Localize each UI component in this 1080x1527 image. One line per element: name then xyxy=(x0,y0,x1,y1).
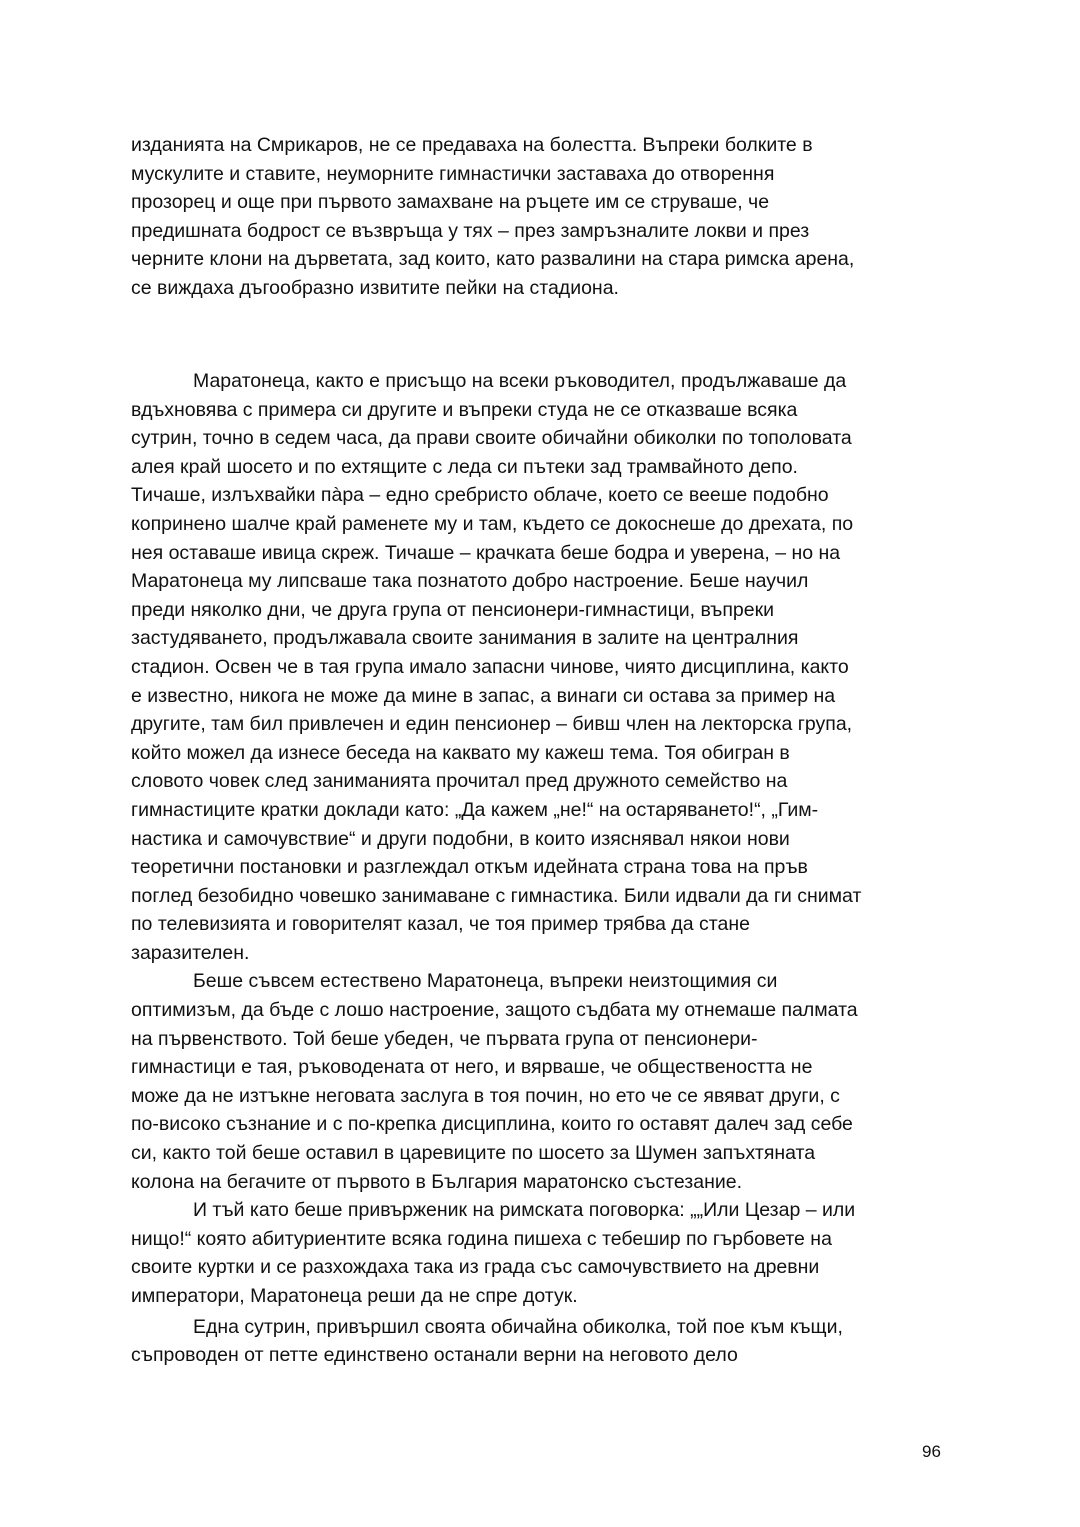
text-line: предишната бодрост се възвръща у тях – през замръзналите локви и през xyxy=(131,219,810,242)
text-line: Беше съвсем естествено Маратонеца, въпреки неизтощимия си xyxy=(193,970,778,993)
main-text xyxy=(131,367,956,1370)
text-line: словото човек след заниманията прочитал пред дружното семейство на xyxy=(131,770,788,793)
text-line: си, както той беше оставил в царевиците по шосето за Шумен запъхтяната xyxy=(131,1142,816,1165)
text-line: застудяването, продължавала своите занимания в залите на централния xyxy=(131,627,799,650)
text-line: съпроводен от петте единствено останали верни на неговото дело xyxy=(131,1344,738,1367)
text-line: другите, там бил привлечен и един пенсионер – бивш член на лекторска група, xyxy=(131,713,853,736)
text-line: алея край шосето и по ехтящите с леда си пътеки зад трамвайното депо. xyxy=(131,455,798,478)
text-line: поглед безобидно човешко занимаване с гимнастика. Били идвали да ги снимат xyxy=(131,884,862,907)
text-line: изданията на Смрикаров, не се предаваха на болестта. Въпреки болките в xyxy=(131,134,813,156)
text-line: на първенството. Той беше убеден, че първата група от пенсионери- xyxy=(131,1027,758,1050)
text-line: заразителен. xyxy=(131,941,250,964)
page-number: 96 xyxy=(922,1442,941,1461)
text-line: сутрин, точно в седем часа, да прави своите обичайни обиколки по тополовата xyxy=(131,427,852,450)
text-line: черните клони на дърветата, зад които, като развалини на стара римска арена, xyxy=(131,248,855,271)
text-line: Тичаше, излъхвайки пàра – едно сребристо облаче, което се вееше подобно xyxy=(131,484,829,507)
text-line: теоретични постановки и разглеждал откъм идейната страна това на пръв xyxy=(131,856,808,879)
text-line: вдъхновява с примера си другите и въпреки студа не се отказваше всяка xyxy=(131,398,798,421)
text-line: колона на бегачите от първото в България маратонско състезание. xyxy=(131,1170,742,1193)
text-line: оптимизъм, да бъде с лошо настроение, защото съдбата му отнемаше палмата xyxy=(131,999,858,1022)
text-line: настика и самочувствие“ и други подобни, в които изяснявал някои нови xyxy=(131,827,790,850)
text-line: гимнастици е тая, ръководената от него, и вярваше, че обществеността не xyxy=(131,1056,813,1079)
text-line: който можел да изнесе беседа на каквато му кажеш тема. Тоя обигран в xyxy=(131,741,790,764)
text-line: И тъй като беше привърженик на римската поговорка: „„Или Цезар – или xyxy=(193,1199,856,1222)
paragraph-4 xyxy=(131,1196,956,1310)
text-line: прозорец и още при първото замахване на ръцете им се струваше, че xyxy=(131,191,770,214)
text-line: се виждаха дъгообразно извитите пейки на стадиона. xyxy=(131,276,619,299)
text-line: по телевизията и говорителят казал, че тоя пример трябва да стане xyxy=(131,913,750,936)
paragraph-3 xyxy=(131,967,956,1196)
text-line: Една сутрин, привършил своята обичайна обиколка, той пое към къщи, xyxy=(193,1315,843,1338)
text-line: Маратонеца му липсваше така познатото добро настроение. Беше научил xyxy=(131,570,809,593)
paragraph-1 xyxy=(131,131,956,303)
text-line: преди няколко дни, че друга група от пенсионери-гимнастици, въпреки xyxy=(131,598,775,621)
text-line: своите куртки и се разхождаха така из града със самочувствието на древни xyxy=(131,1256,820,1279)
text-line: Маратонеца, както е присъщо на всеки ръководител, продължаваше да xyxy=(193,370,847,392)
text-line: нищо!“ която абитуриентите всяка година пишеха с тебешир по гърбовете на xyxy=(131,1227,832,1250)
text-line: може да не изтъкне неговата заслуга в тоя почин, но ето че се явяват други, с xyxy=(131,1084,840,1107)
text-line: нея оставаше ивица скреж. Тичаше – крачката беше бодра и уверена, – но на xyxy=(131,541,841,564)
paragraph-5 xyxy=(131,1313,956,1370)
text-line: копринено шалче край раменете му и там, където се докоснеше до дрехата, по xyxy=(131,512,854,535)
text-line: по-високо съзнание и с по-крепка дисциплина, които го оставят далеч зад себе xyxy=(131,1113,853,1136)
text-line: мускулите и ставите, неуморните гимнастички заставаха до отворення xyxy=(131,162,775,185)
text-line: императори, Маратонеца реши да не спре дотук. xyxy=(131,1285,578,1307)
text-line: стадион. Освен че в тая група имало запасни чинове, чиято дисциплина, както xyxy=(131,655,849,678)
text-line: гимнастиците кратки доклади като: „Да кажем „не!“ на остаряването!“, „Гим- xyxy=(131,798,819,821)
paragraph-2 xyxy=(131,367,956,967)
text-line: е известно, никога не може да мине в запас, а винаги си остава за пример на xyxy=(131,684,836,707)
